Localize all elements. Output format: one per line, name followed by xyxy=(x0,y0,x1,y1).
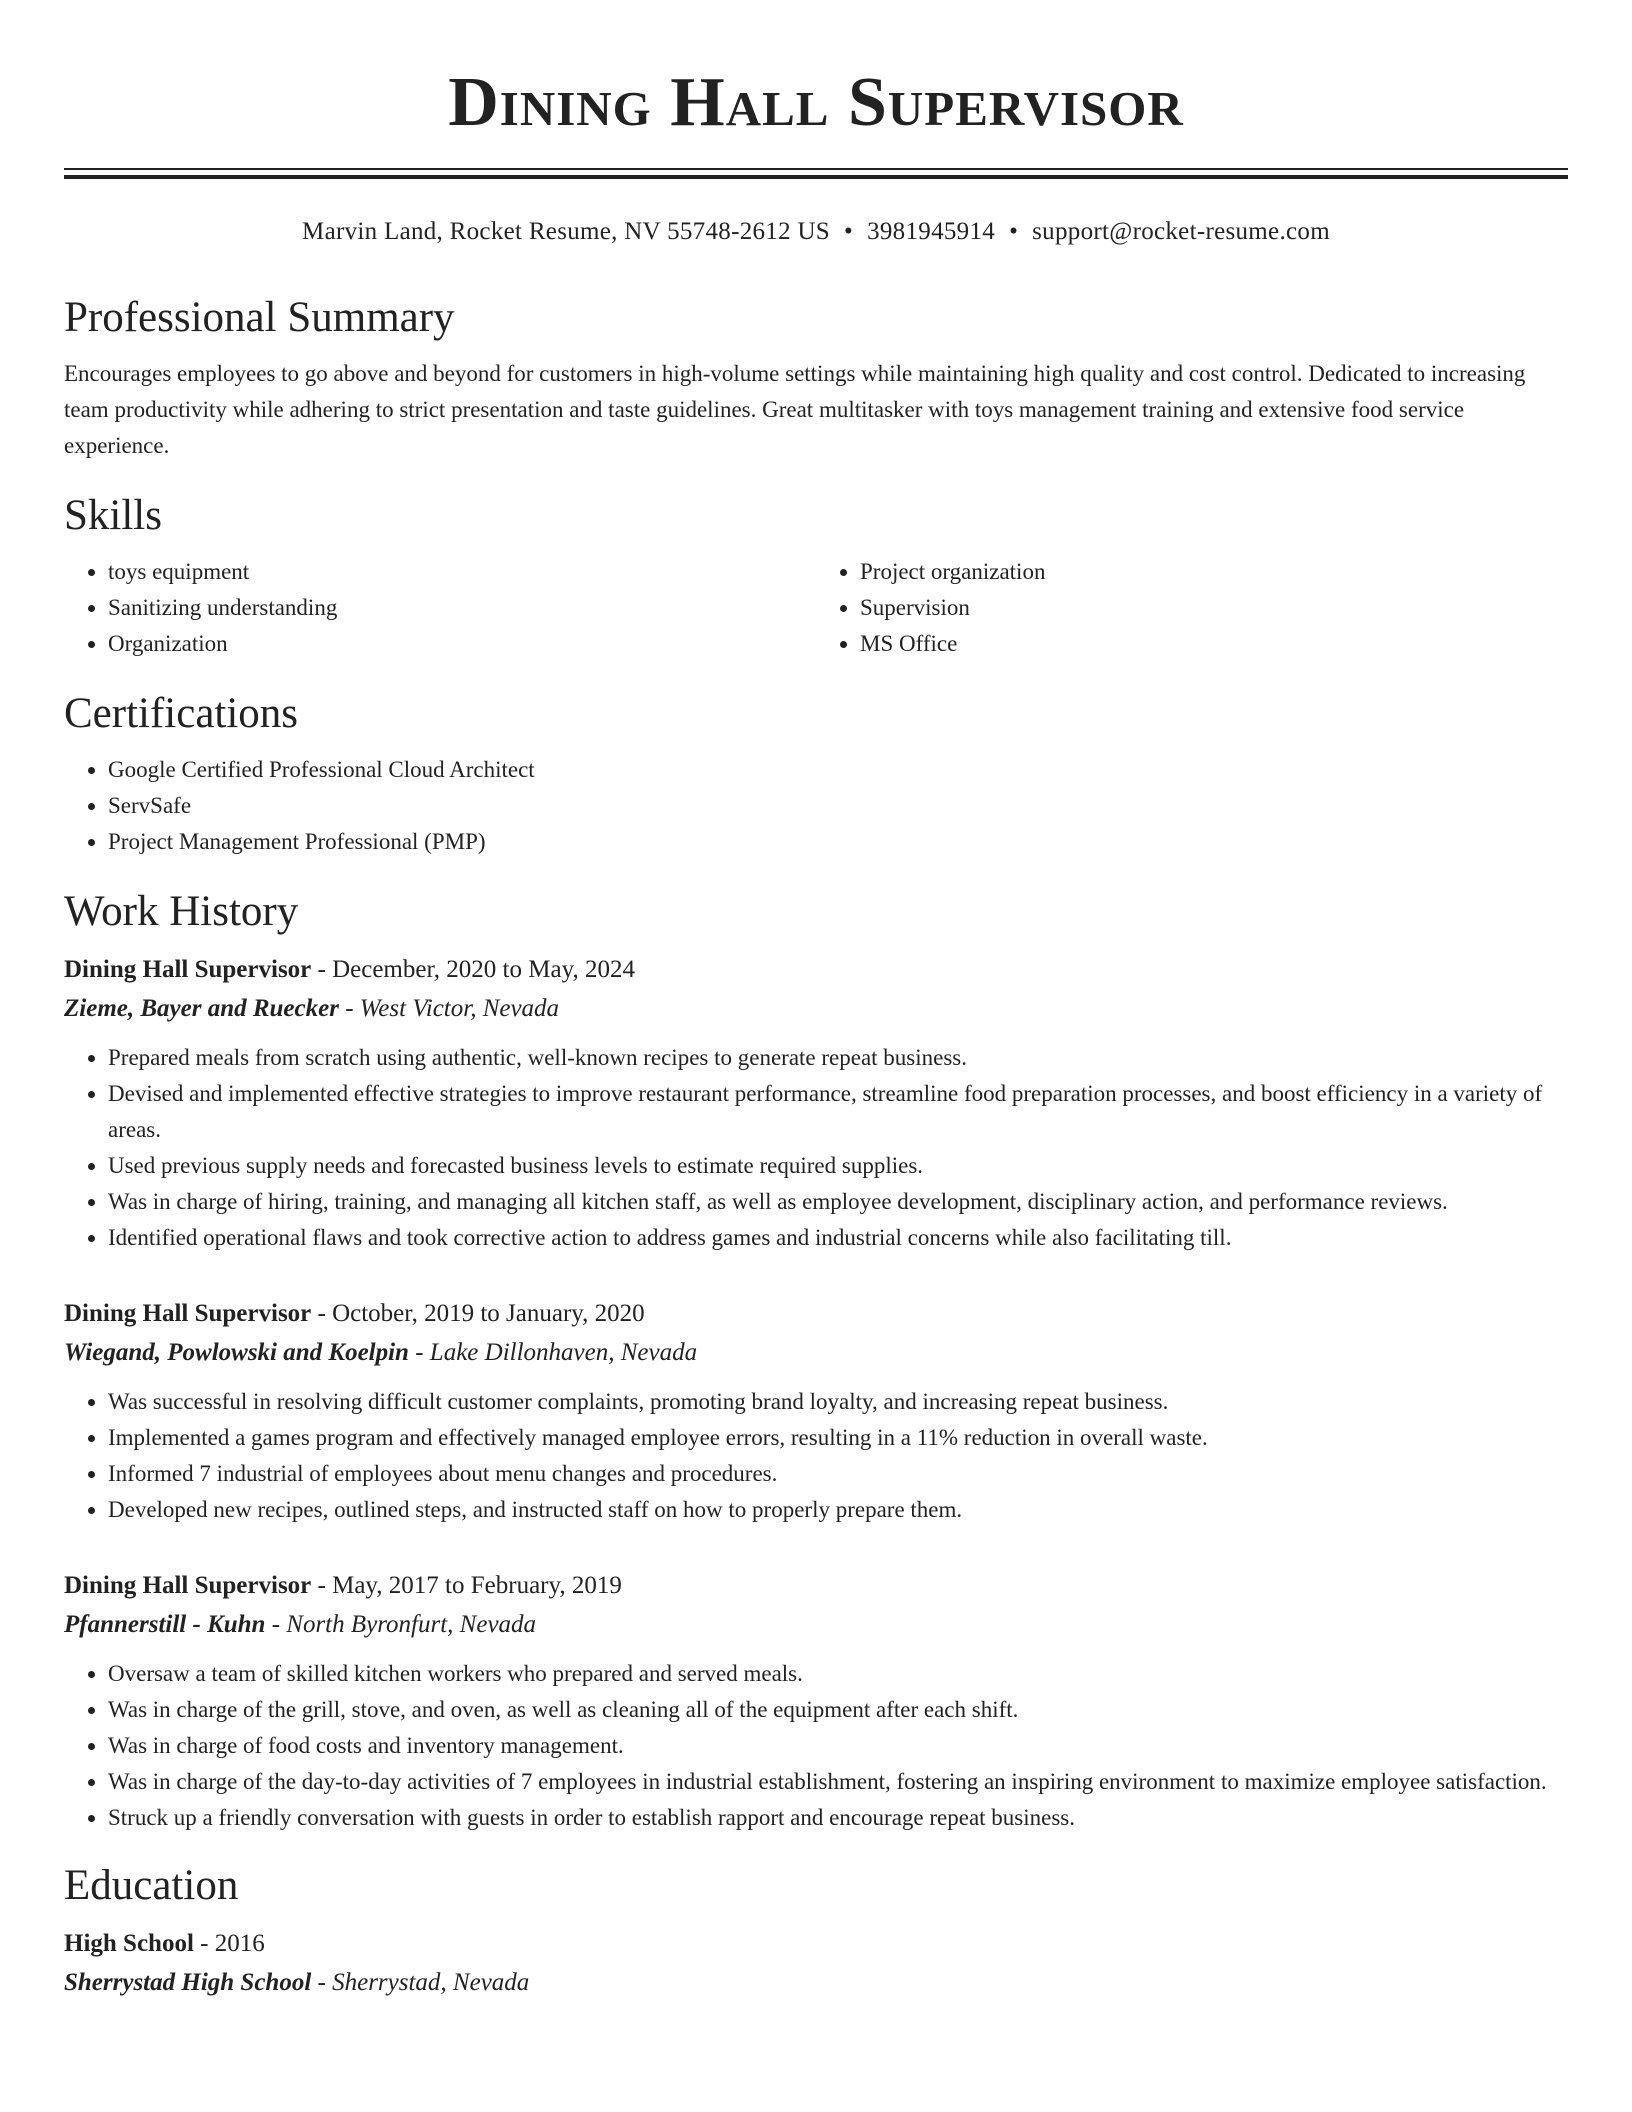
skill-item: • MS Office xyxy=(860,626,1568,662)
job-location: - Lake Dillonhaven, Nevada xyxy=(408,1339,698,1366)
job-location: - West Victor, Nevada xyxy=(338,995,560,1022)
job-bullet: • Informed 7 industrial of employees about menu changes and procedures. xyxy=(108,1456,1568,1492)
skill-item: • Sanitizing understanding xyxy=(108,590,816,626)
skills-list-left xyxy=(64,554,816,662)
job-dates: - October, 2019 to January, 2020 xyxy=(311,1300,645,1327)
work-history-heading: Work History xyxy=(64,888,299,935)
job-title: Dining Hall Supervisor xyxy=(64,1572,312,1599)
job-entry xyxy=(64,1294,1568,1528)
job-title-line xyxy=(64,950,1568,990)
summary-text: Encourages employees to go above and beyond for customers in high-volume settings while maintaining high quality and cost control. Dedicated to increasing team productivity while adhering to strict presentation and taste guidelines. Great multitasker with toys management training and extensive food service experience. xyxy=(64,361,1526,458)
job-bullets xyxy=(64,1384,1568,1528)
job-company-line xyxy=(64,1334,1568,1372)
job-company: Zieme, Bayer and Ruecker xyxy=(64,995,339,1022)
job-bullet: • Identified operational flaws and took corrective action to address games and industrial concerns while also facilitating till. xyxy=(108,1220,1568,1256)
skills-columns xyxy=(64,554,1568,662)
job-bullet: • Was in charge of hiring, training, and managing all kitchen staff, as well as employee development, disciplinary action, and performance reviews. xyxy=(108,1184,1568,1220)
job-bullets xyxy=(64,1040,1568,1256)
job-title-line xyxy=(64,1566,1568,1606)
job-bullet: • Was in charge of the day-to-day activities of 7 employees in industrial establishment, fostering an inspiring environment to maximize employee satisfaction. xyxy=(108,1764,1568,1800)
bullet-separator: • xyxy=(1009,218,1019,245)
job-bullets xyxy=(64,1656,1568,1836)
bullet-separator: • xyxy=(844,218,854,245)
job-bullet: • Developed new recipes, outlined steps, and instructed staff on how to properly prepare them. xyxy=(108,1492,1568,1528)
job-bullet: • Prepared meals from scratch using authentic, well-known recipes to generate repeat business. xyxy=(108,1040,1568,1076)
summary-heading: Professional Summary xyxy=(64,294,455,341)
certification-item: • Project Management Professional (PMP) xyxy=(108,824,1568,860)
certification-item: • ServSafe xyxy=(108,788,1568,824)
title-divider-thin xyxy=(64,168,1568,170)
education-year: - 2016 xyxy=(193,1930,265,1957)
job-bullet: • Was successful in resolving difficult customer complaints, promoting brand loyalty, and increasing repeat business. xyxy=(108,1384,1568,1420)
contact-phone: 3981945914 xyxy=(867,218,996,245)
job-bullet: • Oversaw a team of skilled kitchen workers who prepared and served meals. xyxy=(108,1656,1568,1692)
certifications-heading: Certifications xyxy=(64,690,299,737)
education-location: - Sherrystad, Nevada xyxy=(311,1969,530,1996)
job-entry xyxy=(64,1566,1568,1836)
skills-list-right xyxy=(816,554,1568,662)
job-company-line xyxy=(64,990,1568,1028)
skill-item: • toys equipment xyxy=(108,554,816,590)
job-bullet: • Devised and implemented effective strategies to improve restaurant performance, streamline food preparation processes, and boost efficiency in a variety of areas. xyxy=(108,1076,1568,1148)
education-degree: High School xyxy=(64,1930,194,1957)
education-section xyxy=(64,1856,1568,2002)
job-bullet: • Used previous supply needs and forecasted business levels to estimate required supplies. xyxy=(108,1148,1568,1184)
job-bullet: • Implemented a games program and effectively managed employee errors, resulting in a 11% reduction in overall waste. xyxy=(108,1420,1568,1456)
job-title: Dining Hall Supervisor xyxy=(64,956,312,983)
page-title: Dining Hall Supervisor xyxy=(448,64,1184,141)
skill-item: • Organization xyxy=(108,626,816,662)
job-company: Wiegand, Powlowski and Koelpin xyxy=(64,1339,409,1366)
skills-heading: Skills xyxy=(64,492,162,539)
skill-item: • Supervision xyxy=(860,590,1568,626)
job-entry xyxy=(64,950,1568,1256)
job-dates: - December, 2020 to May, 2024 xyxy=(311,956,635,983)
education-degree-line xyxy=(64,1924,1568,1964)
education-school: Sherrystad High School xyxy=(64,1969,312,1996)
resume-body xyxy=(64,288,1568,2002)
job-bullet: • Was in charge of the grill, stove, and oven, as well as cleaning all of the equipment after each shift. xyxy=(108,1692,1568,1728)
education-heading: Education xyxy=(64,1862,239,1909)
certifications-list xyxy=(64,752,1568,860)
certification-item: • Google Certified Professional Cloud Architect xyxy=(108,752,1568,788)
work-history-section xyxy=(64,882,1568,1836)
job-company-line xyxy=(64,1606,1568,1644)
job-bullet: • Struck up a friendly conversation with guests in order to establish rapport and encourage repeat business. xyxy=(108,1800,1568,1836)
job-location: - North Byronfurt, Nevada xyxy=(265,1611,537,1638)
skill-item: • Project organization xyxy=(860,554,1568,590)
job-dates: - May, 2017 to February, 2019 xyxy=(311,1572,622,1599)
skills-section xyxy=(64,486,1568,662)
summary-section xyxy=(64,288,1568,464)
job-bullet: • Was in charge of food costs and inventory management. xyxy=(108,1728,1568,1764)
contact-line xyxy=(64,214,1568,250)
contact-email: support@rocket-resume.com xyxy=(1032,218,1330,245)
job-title: Dining Hall Supervisor xyxy=(64,1300,312,1327)
certifications-section xyxy=(64,684,1568,860)
job-company: Pfannerstill - Kuhn xyxy=(64,1611,266,1638)
job-title-line xyxy=(64,1294,1568,1334)
title-divider-thick xyxy=(64,175,1568,179)
education-school-line xyxy=(64,1964,1568,2002)
contact-address: Marvin Land, Rocket Resume, NV 55748-2612 US xyxy=(302,218,831,245)
